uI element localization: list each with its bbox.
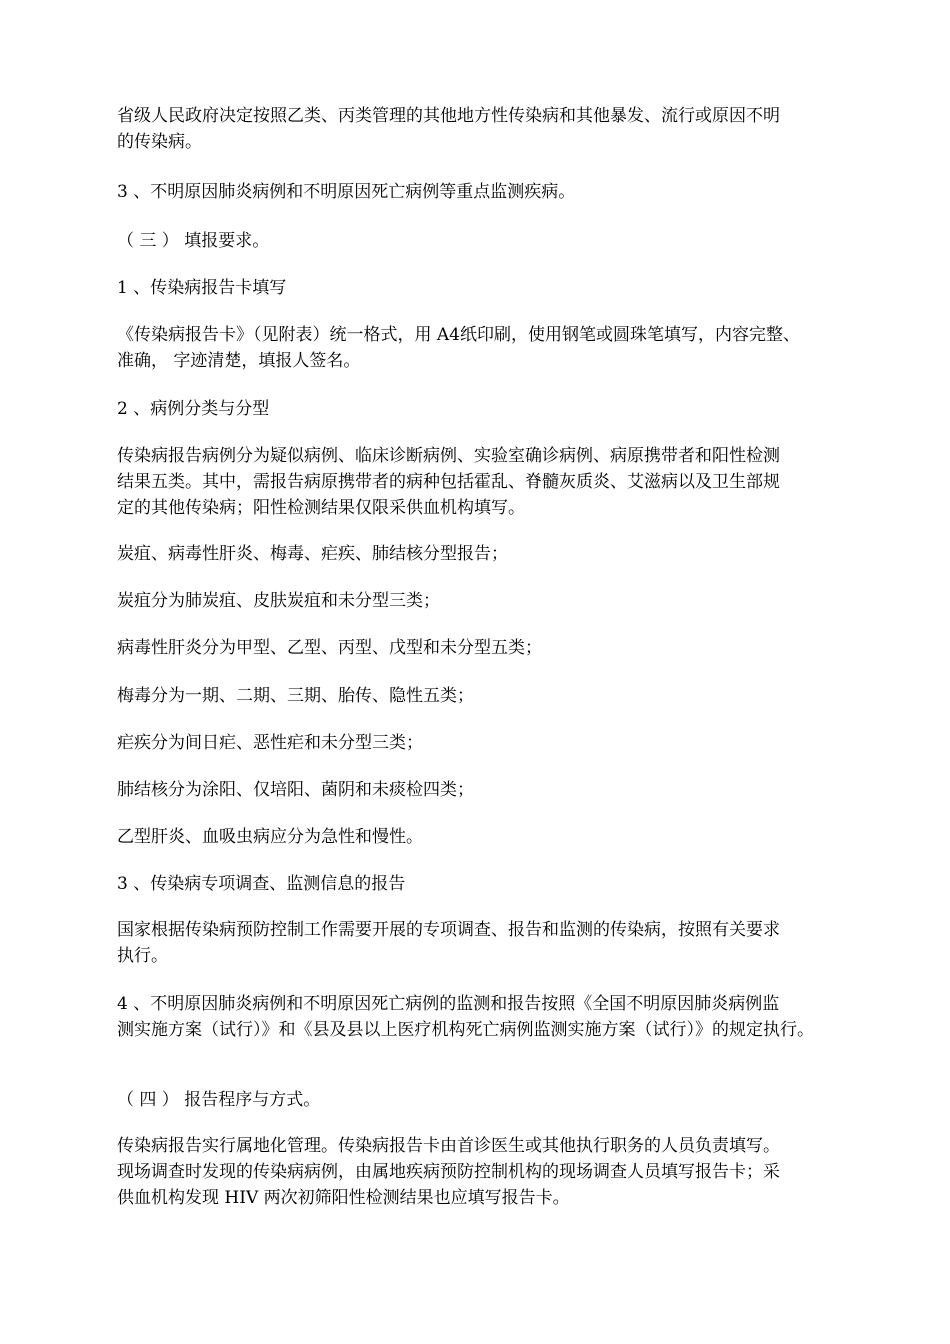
paragraph-case-classification <box>117 443 877 521</box>
text-line: 结果五类。其中，需报告病原携带者的病种包括霍乱、脊髓灰质炎、艾滋病以及卫生部规 <box>117 472 780 492</box>
paragraph-tuberculosis-types <box>117 777 877 803</box>
text-line: 省级人民政府决定按照乙类、丙类管理的其他地方性传染病和其他暴发、流行或原因不明 <box>117 106 780 126</box>
subheading-1 <box>117 275 877 301</box>
paragraph-other-infectious-diseases <box>117 103 877 155</box>
text-line: （ 四 ） 报告程序与方式。 <box>117 1090 321 1110</box>
text-line: 供血机构发现 HIV 两次初筛阳性检测结果也应填写报告卡。 <box>117 1188 570 1208</box>
text-line: 传染病报告病例分为疑似病例、临床诊断病例、实验室确诊病例、病原携带者和阳性检测 <box>117 446 780 466</box>
text-line: 准确， 字迹清楚，填报人签名。 <box>117 351 361 371</box>
text-line: 炭疽、病毒性肝炎、梅毒、疟疾、肺结核分型报告； <box>117 544 508 564</box>
text-line: 1 、传染病报告卡填写 <box>117 278 287 298</box>
paragraph-hepatitis-b-schistosomiasis <box>117 824 877 850</box>
paragraph-reporting-procedure <box>117 1133 877 1211</box>
text-line: 病毒性肝炎分为甲型、乙型、丙型、戊型和未分型五类； <box>117 638 542 658</box>
text-line: 测实施方案（试行）》和《县及县以上医疗机构死亡病例监测实施方案（试行）》的规定执行。 <box>117 1020 814 1040</box>
text-line: 《传染病报告卡》（见附表）统一格式，用 A4纸印刷，使用钢笔或圆珠笔填写，内容完整、 <box>117 325 800 345</box>
paragraph-typed-reporting <box>117 541 877 567</box>
text-line: 执行。 <box>117 946 168 966</box>
text-line: 现场调查时发现的传染病病例，由属地疾病预防控制机构的现场调查人员填写报告卡；采 <box>117 1162 780 1182</box>
text-line: 梅毒分为一期、二期、三期、胎传、隐性五类； <box>117 686 474 706</box>
paragraph-syphilis-types <box>117 683 877 709</box>
text-line: 国家根据传染病预防控制工作需要开展的专项调查、报告和监测的传染病，按照有关要求 <box>117 920 780 940</box>
text-line: 乙型肝炎、血吸虫病应分为急性和慢性。 <box>117 827 423 847</box>
text-line: 4 、不明原因肺炎病例和不明原因死亡病例的监测和报告按照《全国不明原因肺炎病例监 <box>117 994 780 1014</box>
paragraph-unexplained-pneumonia-monitoring <box>117 991 877 1043</box>
text-line: 2 、病例分类与分型 <box>117 399 270 419</box>
paragraph-report-card-format <box>117 322 877 374</box>
subheading-3 <box>117 871 877 897</box>
text-line: 传染病报告实行属地化管理。传染病报告卡由首诊医生或其他执行职务的人员负责填写。 <box>117 1136 780 1156</box>
section-heading-4 <box>117 1087 877 1113</box>
paragraph-special-surveys <box>117 917 877 969</box>
paragraph-key-monitoring-item-3 <box>117 179 877 205</box>
text-line: （ 三 ） 填报要求。 <box>117 231 270 251</box>
paragraph-anthrax-types <box>117 588 877 614</box>
text-line: 的传染病。 <box>117 132 202 152</box>
paragraph-hepatitis-types <box>117 635 877 661</box>
text-line: 肺结核分为涂阳、仅培阳、菌阴和未痰检四类； <box>117 780 474 800</box>
subheading-2 <box>117 396 877 422</box>
text-line: 3 、不明原因肺炎病例和不明原因死亡病例等重点监测疾病。 <box>117 182 576 202</box>
text-line: 3 、传染病专项调查、监测信息的报告 <box>117 874 406 894</box>
paragraph-malaria-types <box>117 730 877 756</box>
text-line: 炭疽分为肺炭疽、皮肤炭疽和未分型三类； <box>117 591 440 611</box>
text-line: 疟疾分为间日疟、恶性疟和未分型三类； <box>117 733 423 753</box>
section-heading-3 <box>117 228 877 254</box>
text-line: 定的其他传染病；阳性检测结果仅限采供血机构填写。 <box>117 498 525 518</box>
